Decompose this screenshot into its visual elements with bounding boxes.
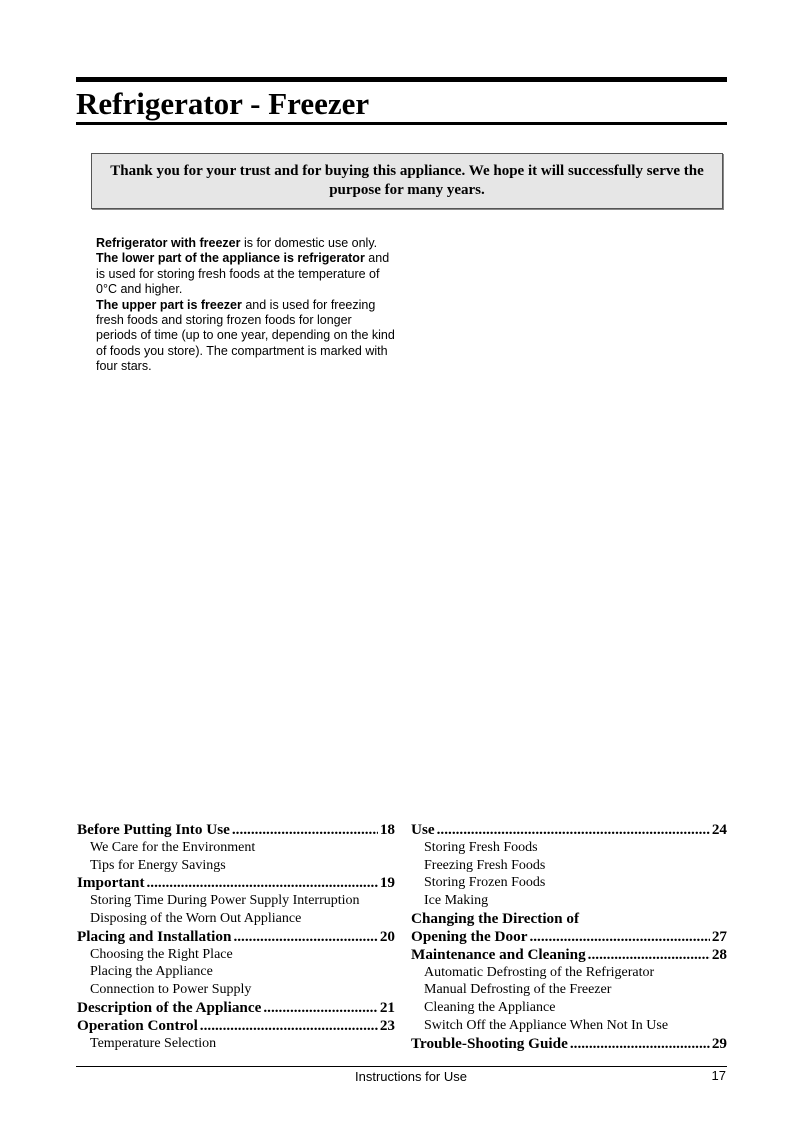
toc-entry-title: Placing and Installation (77, 927, 232, 945)
toc-entry-title: Use (411, 821, 435, 838)
toc-entry[interactable] (77, 1017, 395, 1035)
toc-leader (147, 874, 378, 892)
toc-subentry[interactable]: Switch Off the Appliance When Not In Use (424, 1017, 669, 1033)
toc-entry-title: Important (77, 874, 145, 892)
toc-entry-title: Operation Control (77, 1016, 198, 1034)
toc-leader (263, 999, 377, 1017)
page-number: 17 (711, 1068, 726, 1083)
toc-entry[interactable] (411, 1035, 727, 1053)
toc-entry[interactable] (77, 874, 395, 892)
intro-paragraph-1 (96, 236, 396, 251)
intro-paragraph-2 (96, 251, 396, 297)
toc-subentry[interactable]: Manual Defrosting of the Freezer (424, 982, 612, 998)
toc-page-number: 18 (379, 821, 395, 838)
intro-text-2: and is used for storing fresh foods at the temperature of 0°C and higher. (96, 251, 390, 297)
toc-leader (529, 928, 709, 946)
toc-subentry[interactable]: Ice Making (424, 893, 489, 909)
toc-subentry[interactable]: Storing Fresh Foods (424, 840, 538, 855)
toc-entry-title-line1[interactable]: Changing the Direction of (411, 909, 580, 927)
toc-subentry[interactable]: We Care for the Environment (90, 840, 256, 855)
toc-page-number: 19 (379, 874, 395, 892)
toc-leader (588, 946, 710, 964)
toc-subentry[interactable]: Placing the Appliance (90, 964, 213, 980)
toc-leader (570, 1035, 710, 1053)
toc-page-number: 27 (711, 927, 727, 945)
intro-paragraph-3 (96, 298, 396, 375)
toc-entry[interactable] (77, 928, 395, 946)
intro-text (96, 236, 396, 375)
page-title: Refrigerator - Freezer (76, 86, 370, 121)
footer-rule (76, 1066, 727, 1067)
toc-page-number: 23 (379, 1016, 395, 1034)
toc-subentry[interactable]: Automatic Defrosting of the Refrigerator (424, 964, 655, 980)
intro-bold-1: Refrigerator with freezer (96, 236, 241, 250)
title-underline (76, 122, 727, 125)
toc-entry-title: Before Putting Into Use (77, 821, 230, 838)
toc-subentry[interactable]: Tips for Energy Savings (90, 857, 226, 873)
toc-entry[interactable] (411, 821, 727, 839)
top-rule (76, 77, 727, 82)
toc-subentry[interactable]: Disposing of the Worn Out Appliance (90, 911, 302, 927)
toc-entry-title: Trouble-Shooting Guide (411, 1034, 568, 1052)
toc-subentry[interactable]: Storing Time During Power Supply Interruption (90, 893, 360, 909)
toc-leader (200, 1017, 378, 1035)
toc-subentry[interactable]: Storing Frozen Foods (424, 875, 546, 891)
toc-page-number: 24 (711, 821, 727, 838)
toc-subentry[interactable]: Connection to Power Supply (90, 982, 252, 998)
toc-entry[interactable] (411, 946, 727, 964)
toc-right-column (411, 821, 727, 1053)
footer-label: Instructions for Use (355, 1069, 467, 1084)
toc-page-number: 21 (379, 998, 395, 1016)
thank-you-text: Thank you for your trust and for buying this appliance. We hope it will successfully serve the purpose for many years. (110, 163, 704, 198)
toc-page-number: 28 (711, 945, 727, 963)
toc-leader (437, 821, 710, 839)
toc-left-column (77, 821, 395, 1053)
intro-text-1: is for domestic use only. (240, 236, 378, 250)
toc-subentry[interactable]: Cleaning the Appliance (424, 1000, 556, 1016)
toc-entry[interactable] (411, 928, 727, 946)
toc-subentry[interactable]: Temperature Selection (90, 1035, 217, 1051)
toc-leader (232, 821, 378, 839)
intro-text-3: and is used for freezing fresh foods and storing frozen foods for longer periods of time (up to one year, depending on the kind of foods you store). The compartment is marked with four stars. (96, 297, 395, 374)
toc-page-number: 29 (711, 1034, 727, 1052)
toc-leader (233, 928, 377, 946)
toc-entry[interactable] (77, 821, 395, 839)
thank-you-box (91, 153, 723, 209)
toc-entry-title: Maintenance and Cleaning (411, 945, 586, 963)
intro-bold-3: The upper part is freezer (96, 297, 242, 312)
intro-bold-2: The lower part of the appliance is refrigerator (96, 251, 365, 266)
toc-subentry[interactable]: Freezing Fresh Foods (424, 857, 546, 873)
toc-page-number: 20 (379, 927, 395, 945)
toc-entry[interactable] (77, 999, 395, 1017)
toc-subentry[interactable]: Choosing the Right Place (90, 946, 233, 962)
toc-entry-title: Description of the Appliance (77, 998, 262, 1016)
toc-entry-title: Opening the Door (411, 927, 528, 945)
